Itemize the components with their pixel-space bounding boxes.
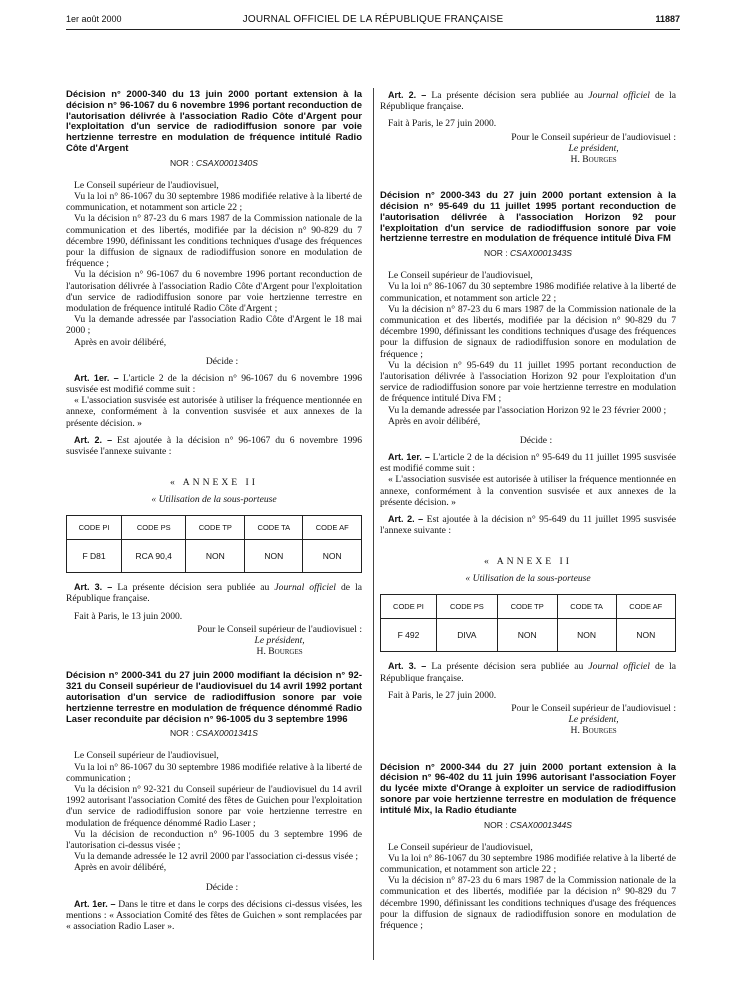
article-1: [380, 452, 676, 474]
table-cell: NON: [303, 540, 362, 573]
paragraph: Vu la décision n° 87-23 du 6 mars 1987 de la Commission nationale de la communication et des libertés, modifiée par la décision n° 90-829 du 7 décembre 1990, définissant les conditions techniques d'usage des fréquences pour la diffusion de signaux de radiodiffusion sonore en modulation de fréquence ;: [66, 213, 362, 270]
decision-title: Décision n° 2000-343 du 27 juin 2000 portant extension à la décision n° 95-649 du 11 juillet 1995 portant reconduction de l'autorisation délivrée à l'association Horizon 92 pour l'exploitation d'un service de radiodiffusion sonore par voie hertzienne terrestre en modulation de fréquence intitulé Diva FM: [380, 190, 676, 245]
table-header-cell: CODE AF: [616, 595, 675, 619]
table-header-cell: CODE AF: [303, 516, 362, 540]
decide-heading: Décide :: [205, 881, 239, 893]
decision-title: Décision n° 2000-340 du 13 juin 2000 portant extension à la décision n° 96-1067 du 6 novembre 1996 portant reconduction de l'autorisation délivrée à l'association Radio Côte d'Argent pour l'exploitation d'un service de radiodiffusion sonore par voie hertzienne terrestre en modulation de fréquence intitulé Radio Côte d'Argent: [66, 89, 362, 154]
paragraph: Après en avoir délibéré,: [388, 415, 481, 427]
paragraph: Vu la loi n° 86-1067 du 30 septembre 1986 modifiée relative à la liberté de communication, et notamment son article 22 ;: [380, 852, 676, 876]
annexe-heading: « ANNEXE II: [484, 556, 572, 568]
paragraph: Vu la demande adressée le 12 avril 2000 par l'association ci-dessus visée ;: [74, 851, 359, 863]
table-row: [381, 619, 676, 652]
table-header-cell: CODE TP: [186, 516, 245, 540]
nor-reference: [66, 728, 362, 738]
article-label: Art. 2. –: [388, 514, 424, 525]
signature-for: Pour le Conseil supérieur de l'audiovisuel :: [511, 703, 676, 715]
decision-2000-342-end: [380, 90, 676, 165]
signature-name: H. Bourges: [570, 725, 617, 737]
paragraph: Vu la loi n° 86-1067 du 30 septembre 1986 modifiée relative à la liberté de communication ;: [66, 761, 362, 784]
article-label: Art. 1er. –: [74, 898, 116, 909]
page-header: [66, 14, 680, 28]
signature-block: [380, 132, 676, 166]
paragraph: Après en avoir délibéré,: [74, 862, 167, 874]
paragraph: Vu la décision n° 87-23 du 6 mars 1987 de la Commission nationale de la communication et des libertés, modifiée par la décision n° 90-829 du 7 décembre 1990, définissant les conditions techniques d'usage des fréquences pour la diffusion de signaux de radiodiffusion sonore en modulation de fréquence ;: [380, 303, 676, 360]
article-label: Art. 3. –: [74, 582, 113, 593]
decision-title: Décision n° 2000-344 du 27 juin 2000 portant extension à la décision n° 96-402 du 11 juin 1996 autorisant l'association Foyer du lycée mixte d'Orange à exploiter un service de radiodiffusion sonore par voie hertzienne terrestre en modulation de fréquence intitulé Mix, la Radio étudiante: [380, 761, 676, 816]
header-page-number: 11887: [655, 14, 680, 24]
nor-reference: [380, 248, 676, 258]
table-cell: NON: [557, 619, 616, 652]
table-header-row: [381, 595, 676, 619]
article-text: de la République française.: [380, 90, 676, 113]
article-label: Art. 2. –: [74, 434, 113, 445]
article-text: La présente décision sera publiée au: [431, 90, 584, 101]
paragraph: Le Conseil supérieur de l'audiovisuel,: [74, 179, 219, 191]
left-column: [66, 90, 362, 932]
nor-label: NOR :: [484, 819, 508, 830]
article-2: [66, 435, 362, 457]
article-2: [380, 514, 676, 536]
article-text: de la République française.: [66, 582, 362, 605]
nor-label: NOR :: [484, 248, 508, 259]
table-cell: NON: [497, 619, 557, 652]
table-cell: NON: [616, 619, 675, 652]
decide-heading: Décide :: [519, 435, 553, 447]
header-date: 1er août 2000: [66, 14, 122, 24]
nor-code: CSAX0001340S: [196, 157, 258, 168]
paragraph: Vu la décision n° 96-1067 du 6 novembre 1996 portant reconduction de l'autorisation délivrée à l'association Radio Côte d'Argent pour l'exploitation d'un service de radiodiffusion sonore par voie hertzienne terrestre en modulation de fréquence intitulé Radio Côte d'Argent ;: [66, 269, 362, 315]
article-label: Art. 2. –: [388, 90, 427, 100]
article-text: Est ajoutée à la décision n° 96-1067 du 6 novembre 1996 susvisée l'annexe suivante :: [66, 434, 362, 458]
nor-code: CSAX0001343S: [510, 248, 572, 259]
article-2: [380, 90, 676, 112]
header-rule: [66, 29, 680, 30]
article-3: [380, 661, 676, 683]
journal-officiel-mention: Journal officiel: [588, 90, 650, 101]
nor-code: CSAX0001344S: [510, 819, 572, 830]
table-cell: RCA 90,4: [122, 540, 186, 573]
annexe-subtitle: « Utilisation de la sous-porteuse: [151, 494, 277, 506]
table-row: [67, 540, 362, 573]
article-text: L'article 2 de la décision n° 95-649 du 11 juillet 1995 susvisée est modifié comme suit :: [380, 452, 676, 475]
subcarrier-table: [66, 515, 362, 573]
nor-reference: [380, 820, 676, 830]
signature-block: [66, 624, 362, 658]
decision-2000-344: [380, 763, 676, 932]
signature-block: [380, 703, 676, 737]
article-label: Art. 3. –: [388, 661, 427, 672]
signature-date: Fait à Paris, le 13 juin 2000.: [74, 610, 183, 622]
signature-for: Pour le Conseil supérieur de l'audiovisuel :: [511, 131, 676, 143]
table-cell: NON: [245, 540, 303, 573]
paragraph: Vu la loi n° 86-1067 du 30 septembre 1986 modifiée relative à la liberté de communication, et notamment son article 22 ;: [380, 281, 676, 304]
signature-date: Fait à Paris, le 27 juin 2000.: [388, 689, 497, 701]
decision-2000-341: [66, 671, 362, 932]
article-label: Art. 1er. –: [388, 452, 430, 463]
nor-label: NOR :: [170, 728, 194, 739]
paragraph: Le Conseil supérieur de l'audiovisuel,: [388, 841, 533, 853]
nor-reference: [66, 158, 362, 168]
table-header-cell: CODE TA: [245, 516, 303, 540]
header-journal-title: JOURNAL OFFICIEL DE LA RÉPUBLIQUE FRANÇAISE: [242, 14, 504, 25]
table-header-cell: CODE PI: [381, 595, 437, 619]
paragraph: Le Conseil supérieur de l'audiovisuel,: [74, 750, 219, 762]
article-label: Art. 1er. –: [74, 372, 119, 383]
article-text: La présente décision sera publiée au: [431, 661, 584, 673]
decision-2000-340: [66, 90, 362, 657]
article-text: Dans le titre et dans le corps des décisions ci-dessus visées, les mentions : « Association Comité des fêtes de Guichen » sont remplacées par « association Radio Laser ».: [66, 898, 362, 933]
table-cell: F 492: [381, 619, 437, 652]
article-text: L'article 2 de la décision n° 96-1067 du 6 novembre 1996 susvisée est modifié comme suit :: [66, 372, 363, 396]
article-text: La présente décision sera publiée au: [117, 582, 270, 594]
paragraph: Vu la demande adressée par l'association Radio Côte d'Argent le 18 mai 2000 ;: [66, 314, 362, 337]
paragraph: Vu la décision n° 95-649 du 11 juillet 1995 portant reconduction de l'autorisation délivrée à l'association Horizon 92 pour l'exploitation d'un service de radiodiffusion sonore par voie hertzienne terrestre en modulation de fréquence intitulé Diva FM ;: [380, 359, 676, 405]
signature-title: Le président,: [568, 714, 619, 726]
article-1: [66, 373, 362, 395]
decision-2000-343: [380, 191, 676, 736]
paragraph: Après en avoir délibéré,: [74, 336, 167, 348]
column-divider: [373, 88, 374, 960]
decision-title: Décision n° 2000-341 du 27 juin 2000 modifiant la décision n° 92-321 du Conseil supérieur de l'audiovisuel du 14 avril 1992 portant autorisation d'un service de radiodiffusion sonore par voie hertzienne terrestre en modulation de fréquence dénommé Radio Laser reconduite par décision n° 96-1005 du 3 septembre 1996: [66, 670, 362, 725]
signature-title: Le président,: [254, 635, 305, 647]
signature-for: Pour le Conseil supérieur de l'audiovisuel :: [197, 623, 362, 635]
article-quote: « L'association susvisée est autorisée à utiliser la fréquence mentionnée en annexe, conformément à la convention susvisée et aux annexes de la présente décision. »: [380, 474, 676, 508]
paragraph: Vu la décision n° 92-321 du Conseil supérieur de l'audiovisuel du 14 avril 1992 autorisant l'association Comité des fêtes de Guichen pour l'exploitation d'un service de radiodiffusion sonore par voie hertzienne terrestre en modulation de fréquence dénommé Radio Laser ;: [66, 784, 362, 829]
annexe-subtitle: « Utilisation de la sous-porteuse: [465, 573, 591, 585]
signature-name: H. Bourges: [256, 646, 303, 658]
journal-officiel-mention: Journal officiel: [274, 582, 336, 594]
table-cell: NON: [186, 540, 245, 573]
table-cell: DIVA: [436, 619, 497, 652]
article-1: [66, 899, 362, 933]
article-text: Est ajoutée à la décision n° 95-649 du 11 juillet 1995 susvisée l'annexe suivante :: [380, 514, 676, 537]
article-text: de la République française.: [380, 661, 676, 684]
table-header-cell: CODE PI: [67, 516, 122, 540]
nor-code: CSAX0001341S: [196, 728, 258, 739]
signature-name: H. Bourges: [570, 154, 617, 166]
right-column: [380, 90, 676, 931]
table-header-row: [67, 516, 362, 540]
table-header-cell: CODE PS: [436, 595, 497, 619]
decide-heading: Décide :: [205, 355, 239, 367]
subcarrier-table: [380, 594, 676, 652]
paragraph: Vu la décision n° 87-23 du 6 mars 1987 de la Commission nationale de la communication et des libertés, modifiée par la décision n° 90-829 du 7 décembre 1990, définissant les conditions techniques d'usage des fréquences pour la diffusion de signaux de radiodiffusion sonore en modulation de fréquence ;: [380, 875, 676, 932]
table-header-cell: CODE PS: [122, 516, 186, 540]
table-header-cell: CODE TA: [557, 595, 616, 619]
article-quote: « L'association susvisée est autorisée à utiliser la fréquence mentionnée en annexe, conformément à la convention susvisée et aux annexes de la présente décision. »: [66, 395, 362, 429]
paragraph: Le Conseil supérieur de l'audiovisuel,: [388, 270, 533, 282]
article-3: [66, 582, 362, 604]
paragraph: Vu la décision de reconduction n° 96-1005 du 3 septembre 1996 de l'autorisation ci-dessus visée ;: [66, 828, 362, 852]
annexe-heading: « ANNEXE II: [170, 477, 258, 489]
paragraph: Vu la demande adressée par l'association Horizon 92 le 23 février 2000 ;: [388, 404, 667, 416]
signature-date: Fait à Paris, le 27 juin 2000.: [388, 118, 497, 130]
paragraph: Vu la loi n° 86-1067 du 30 septembre 1986 modifiée relative à la liberté de communication, et notamment son article 22 ;: [66, 190, 362, 214]
signature-title: Le président,: [568, 142, 619, 154]
journal-officiel-mention: Journal officiel: [588, 661, 650, 673]
table-header-cell: CODE TP: [497, 595, 557, 619]
nor-label: NOR :: [170, 157, 194, 168]
table-cell: F D81: [67, 540, 122, 573]
